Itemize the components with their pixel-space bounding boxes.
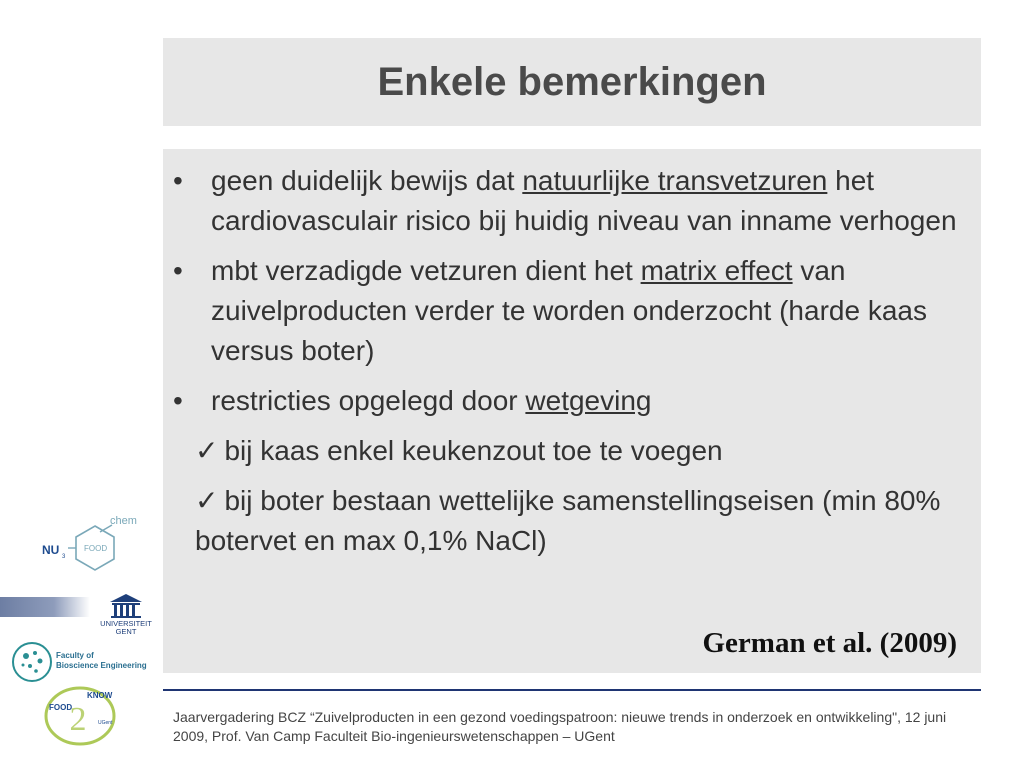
food2know-left: FOOD <box>49 703 73 712</box>
ugent-line1: UNIVERSITEIT <box>100 619 152 628</box>
bullet-marker: • <box>173 165 183 196</box>
citation: German et al. (2009) <box>702 627 957 659</box>
decorative-stripe <box>0 597 90 617</box>
slide-title: Enkele bemerkingen <box>377 59 767 104</box>
food2know-right: KNOW <box>87 691 113 700</box>
food2know-sub: UGent <box>98 720 113 726</box>
building-roof-icon <box>110 594 142 602</box>
ugent-line2: GENT <box>115 627 137 636</box>
chem-label: chem <box>110 515 137 527</box>
bullet-text-underlined: natuurlijke transvetzuren <box>522 165 828 196</box>
bullet-list <box>163 161 981 571</box>
food-label: FOOD <box>84 544 108 553</box>
title-panel <box>163 38 981 126</box>
content-panel <box>163 149 981 673</box>
food2know-logo <box>40 684 120 748</box>
bullet-text-after: van zuivelproducten verder te worden onderzocht (harde kaas versus boter) <box>211 255 927 366</box>
checkmark-icon: ✓ <box>195 485 219 516</box>
checkmark-icon: ✓ <box>195 435 219 466</box>
check-text: bij kaas enkel keukenzout toe te voegen <box>224 435 723 466</box>
bullet-marker: • <box>173 255 183 286</box>
check-item-2 <box>163 481 981 561</box>
bullet-item-3 <box>163 381 981 421</box>
faculty-line1: Faculty of <box>56 651 94 660</box>
bullet-text-underlined: matrix effect <box>640 255 793 286</box>
check-text: bij boter bestaan wettelijke samenstellingseisen (min 80% botervet en max 0,1% NaCl) <box>195 485 941 556</box>
nutrifood-logo <box>40 512 140 584</box>
faculty-line2: Bioscience Engineering <box>56 661 147 670</box>
bullet-text-before: restricties opgelegd door <box>211 385 526 416</box>
faculty-logo <box>8 640 153 684</box>
ugent-logo <box>96 592 156 636</box>
footer-text: Jaarvergadering BCZ “Zuivelproducten in een gezond voedingspatroon: nieuwe trends in onderzoek en ontwikkeling", 12 juni 2009, Prof. Van Camp Faculteit Bio-ingenieurswetenschappen – UGent <box>173 709 947 744</box>
bullet-text-underlined: wetgeving <box>525 385 652 416</box>
footer-divider <box>163 689 981 691</box>
nutri-subscript: 3 <box>62 554 66 560</box>
bullet-marker: • <box>173 385 183 416</box>
bullet-text-after: het cardiovasculair risico bij huidig niveau van inname verhogen <box>211 165 957 236</box>
bullet-text-before: mbt verzadigde vetzuren dient het <box>211 255 641 286</box>
nutri-label: NU <box>42 543 60 557</box>
bullet-item-1 <box>163 161 981 241</box>
check-item-1 <box>163 431 981 471</box>
bullet-item-2 <box>163 251 981 371</box>
bullet-text-before: geen duidelijk bewijs dat <box>211 165 523 196</box>
food2know-number: 2 <box>69 701 87 738</box>
faculty-emblem-icon <box>13 643 51 681</box>
